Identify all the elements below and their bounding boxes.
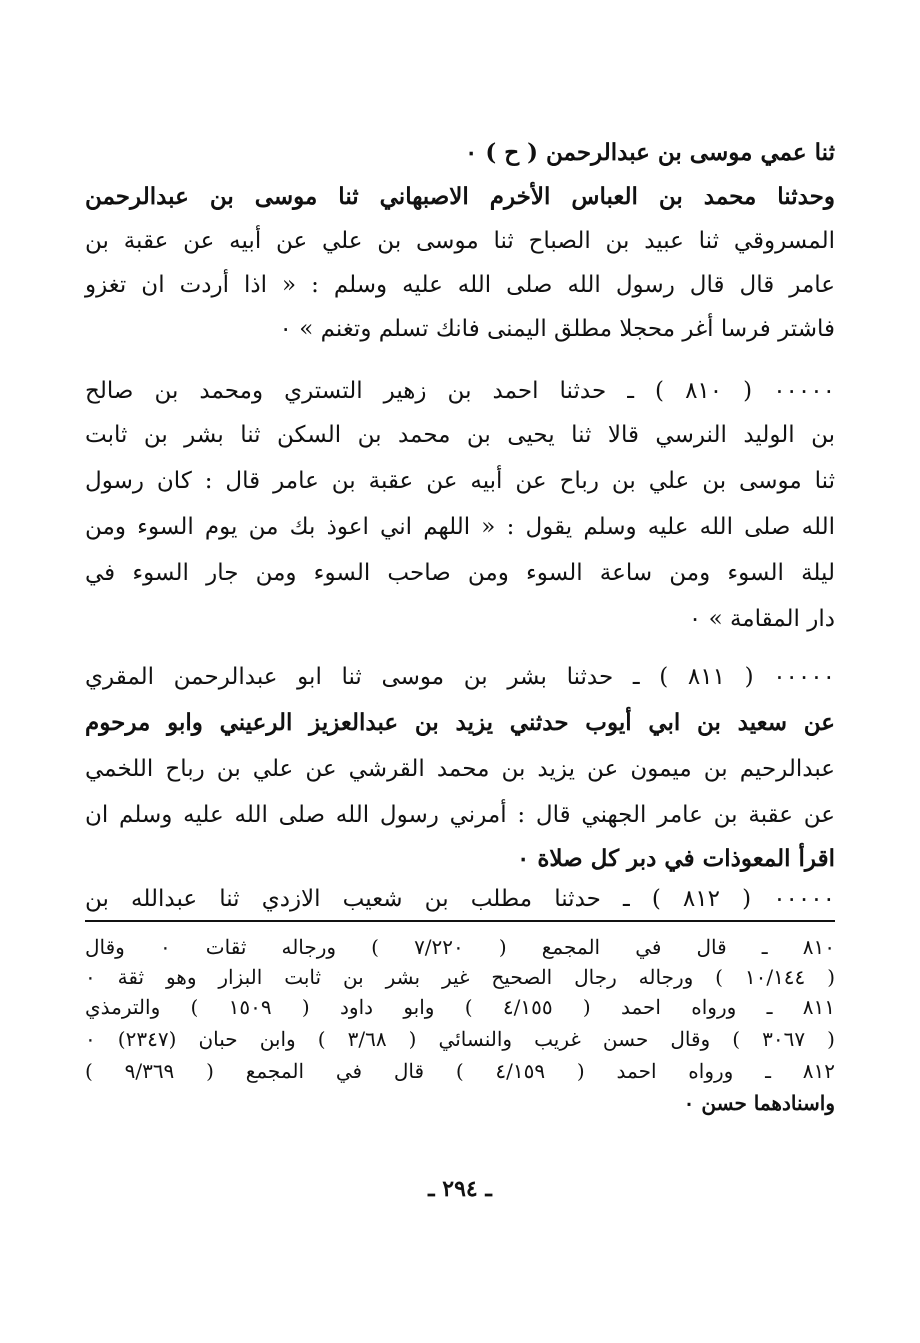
hadith-810-line-1: ٠٠٠٠٠ ( ٨١٠ ) ـ حدثنا احمد بن زهير التستري ومحمد بن صالح (85, 378, 835, 404)
hadith-810-line-4: الله صلى الله عليه وسلم يقول : « اللهم اني اعوذ بك من يوم السوء ومن (85, 514, 835, 540)
page-number: ـ ٢٩٤ ـ (428, 1176, 492, 1202)
text-line-5: فاشتر فرسا أغر محجلا مطلق اليمنى فانك تسلم وتغنم » ٠ (279, 316, 835, 342)
footnote-divider (85, 920, 835, 922)
footnote-line-5: ٨١٢ ـ ورواه احمد ( ٤/١٥٩ ) قال في المجمع ( ٩/٣٦٩ ) (85, 1059, 835, 1083)
hadith-812-line-1: ٠٠٠٠٠ ( ٨١٢ ) ـ حدثنا مطلب بن شعيب الازدي ثنا عبدالله بن (85, 886, 835, 912)
footnote-line-1: ٨١٠ ـ قال في المجمع ( ٧/٢٢٠ ) ورجاله ثقات ٠ وقال (85, 935, 835, 959)
text-line-2: وحدثنا محمد بن العباس الأخرم الاصبهاني ثنا موسى بن عبدالرحمن (85, 183, 835, 210)
footnote-line-3: ٨١١ ـ ورواه احمد ( ٤/١٥٥ ) وابو داود ( ١٥٠٩ ) والترمذي (85, 995, 835, 1019)
hadith-810-line-2: بن الوليد النرسي قالا ثنا يحيى بن محمد بن السكن ثنا بشر بن ثابت (85, 422, 835, 448)
footnote-line-6: واسنادهما حسن ٠ (683, 1091, 835, 1115)
text-line-4: عامر قال قال رسول الله صلى الله عليه وسلم : « اذا أردت ان تغزو (85, 272, 835, 298)
hadith-811-line-2: عن سعيد بن ابي أيوب حدثني يزيد بن عبدالعزيز الرعيني وابو مرحوم (85, 709, 835, 736)
text-line-1: ثنا عمي موسى بن عبدالرحمن ( ح ) ٠ (465, 139, 835, 166)
hadith-811-line-1: ٠٠٠٠٠ ( ٨١١ ) ـ حدثنا بشر بن موسى ثنا ابو عبدالرحمن المقري (85, 664, 835, 690)
hadith-811-line-4: عن عقبة بن عامر الجهني قال : أمرني رسول الله صلى الله عليه وسلم ان (85, 802, 835, 828)
hadith-810-line-3: ثنا موسى بن علي بن رباح عن أبيه عن عقبة بن عامر قال : كان رسول (85, 468, 835, 494)
footnote-line-4: ( ٣٠٦٧ ) وقال حسن غريب والنسائي ( ٣/٦٨ ) وابن حبان (٢٣٤٧) ٠ (85, 1027, 835, 1051)
hadith-811-line-5: اقرأ المعوذات في دبر كل صلاة ٠ (517, 845, 835, 872)
hadith-810-line-6: دار المقامة » ٠ (688, 606, 835, 632)
hadith-811-line-3: عبدالرحيم بن ميمون عن يزيد بن محمد القرشي عن علي بن رباح اللخمي (85, 756, 835, 782)
footnote-line-2: ( ١٠/١٤٤ ) ورجاله رجال الصحيح غير بشر بن ثابت البزار وهو ثقة ٠ (85, 965, 835, 989)
text-line-3: المسروقي ثنا عبيد بن الصباح ثنا موسى بن علي عن أبيه عن عقبة بن (85, 228, 835, 254)
hadith-810-line-5: ليلة السوء ومن ساعة السوء ومن صاحب السوء ومن جار السوء في (85, 560, 835, 586)
